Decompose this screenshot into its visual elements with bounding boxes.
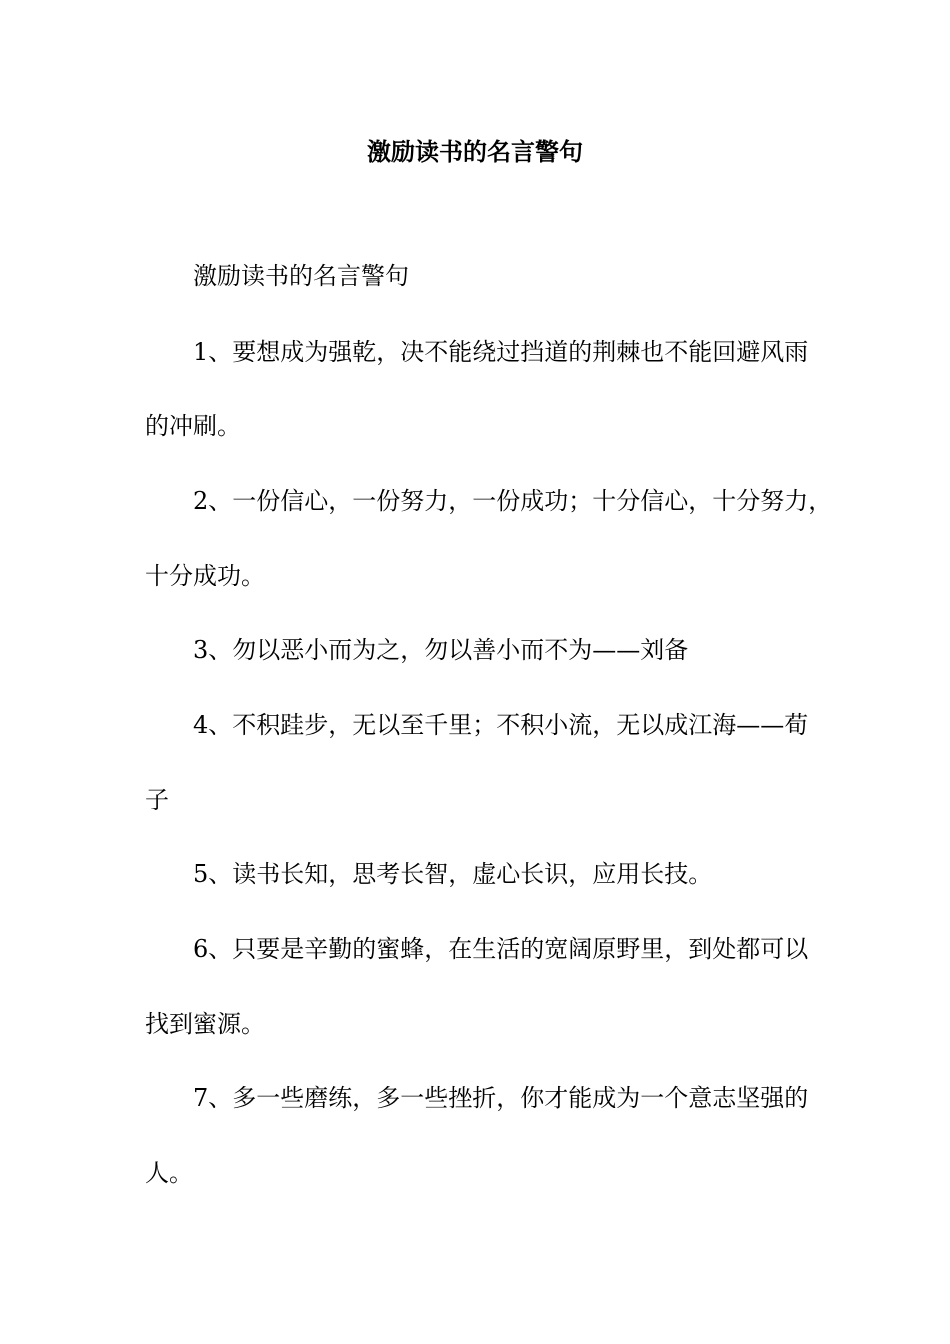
document-title: 激励读书的名言警句 xyxy=(367,137,583,166)
quote-7-line-1: 7、多一些磨练，多一些挫折，你才能成为一个意志坚强的 xyxy=(193,1084,809,1112)
quote-3-line-1: 3、勿以恶小而为之，勿以善小而不为——刘备 xyxy=(193,636,689,664)
quote-4-line-1: 4、不积跬步，无以至千里；不积小流，无以成江海——荀 xyxy=(193,711,809,739)
quote-6-line-2: 找到蜜源。 xyxy=(145,1010,265,1038)
quote-6-line-1: 6、只要是辛勤的蜜蜂，在生活的宽阔原野里，到处都可以 xyxy=(193,935,809,963)
quote-7-line-2: 人。 xyxy=(145,1159,193,1187)
quote-1-line-1: 1、要想成为强乾，决不能绕过挡道的荆棘也不能回避风雨 xyxy=(193,338,809,366)
quote-1-line-2: 的冲刷。 xyxy=(145,412,241,440)
section-heading: 激励读书的名言警句 xyxy=(193,262,409,290)
quote-5-line-1: 5、读书长知，思考长智，虚心长识，应用长技。 xyxy=(193,860,713,888)
quote-4-line-2: 子 xyxy=(145,786,169,814)
quote-2-line-1: 2、一份信心，一份努力，一份成功；十分信心，十分努力， xyxy=(193,487,833,515)
quote-2-line-2: 十分成功。 xyxy=(145,562,265,590)
